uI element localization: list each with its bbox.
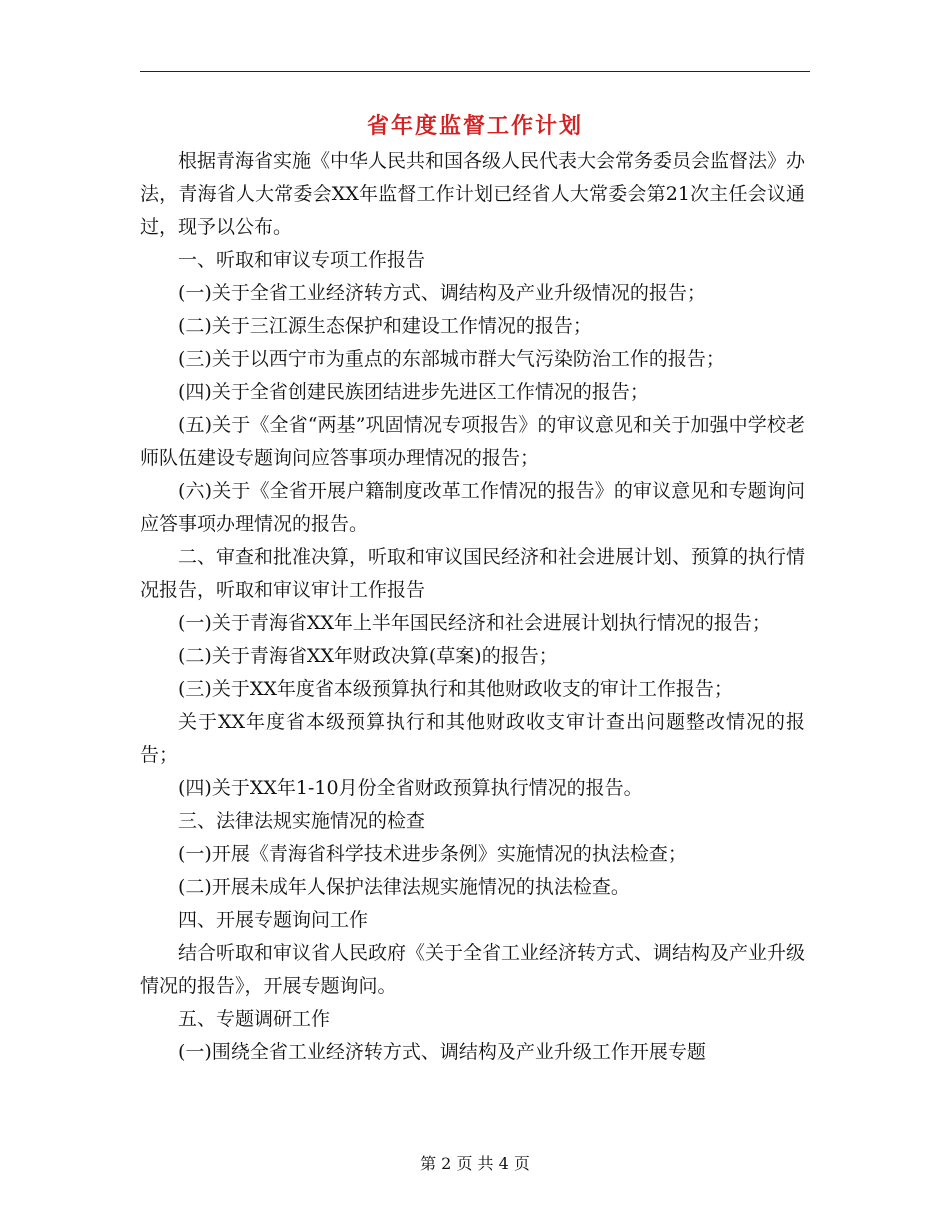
list-item: (二)关于三江源生态保护和建设工作情况的报告；: [178, 315, 592, 337]
list-item: (四)关于XX年1-10月份全省财政预算执行情况的报告。: [178, 777, 643, 799]
document-body: [140, 145, 805, 1069]
list-item: (五)关于《全省“两基”巩固情况专项报告》的审议意见和关于加强中学校老师队伍建设专题询问应答事项办理情况的报告；: [140, 414, 805, 469]
list-item: (六)关于《全省开展户籍制度改革工作情况的报告》的审议意见和专题询问应答事项办理情况的报告。: [140, 480, 805, 535]
list-item: (三)关于以西宁市为重点的东部城市群大气污染防治工作的报告；: [178, 348, 725, 370]
section-heading: 四、开展专题询问工作: [178, 909, 369, 931]
list-item: (一)围绕全省工业经济转方式、调结构及产业升级工作开展专题: [178, 1041, 706, 1063]
header-rule: [140, 71, 810, 72]
section-heading: 三、法律法规实施情况的检查: [178, 810, 426, 832]
list-item: (四)关于全省创建民族团结进步先进区工作情况的报告；: [178, 381, 649, 403]
page-footer: 第 2 页 共 4 页: [420, 1154, 530, 1173]
list-item: (二)开展未成年人保护法律法规实施情况的执法检查。: [178, 876, 630, 898]
section-heading: 五、专题调研工作: [178, 1008, 331, 1030]
list-item: (三)关于XX年度省本级预算执行和其他财政收支的审计工作报告；: [178, 678, 733, 700]
list-item: (一)关于青海省XX年上半年国民经济和社会进展计划执行情况的报告；: [178, 612, 771, 634]
paragraph: 结合听取和审议省人民政府《关于全省工业经济转方式、调结构及产业升级情况的报告》，开展专题询问。: [140, 942, 806, 997]
list-item: (一)开展《青海省科学技术进步条例》实施情况的执法检查；: [178, 843, 687, 865]
section-heading: 二、审查和批准决算，听取和审议国民经济和社会进展计划、预算的执行情况报告，听取和审议审计工作报告: [140, 546, 806, 601]
list-item: (一)关于全省工业经济转方式、调结构及产业升级情况的报告；: [178, 282, 706, 304]
list-item: (二)关于青海省XX年财政决算(草案)的报告；: [178, 645, 558, 667]
section-heading: 一、听取和审议专项工作报告: [178, 249, 426, 271]
paragraph: 根据青海省实施《中华人民共和国各级人民代表大会常务委员会监督法》办法，青海省人大常委会XX年监督工作计划已经省人大常委会第21次主任会议通过，现予以公布。: [140, 150, 806, 238]
list-item: 关于XX年度省本级预算执行和其他财政收支审计查出问题整改情况的报告；: [140, 711, 805, 766]
document-title: 省年度监督工作计划: [366, 113, 583, 139]
